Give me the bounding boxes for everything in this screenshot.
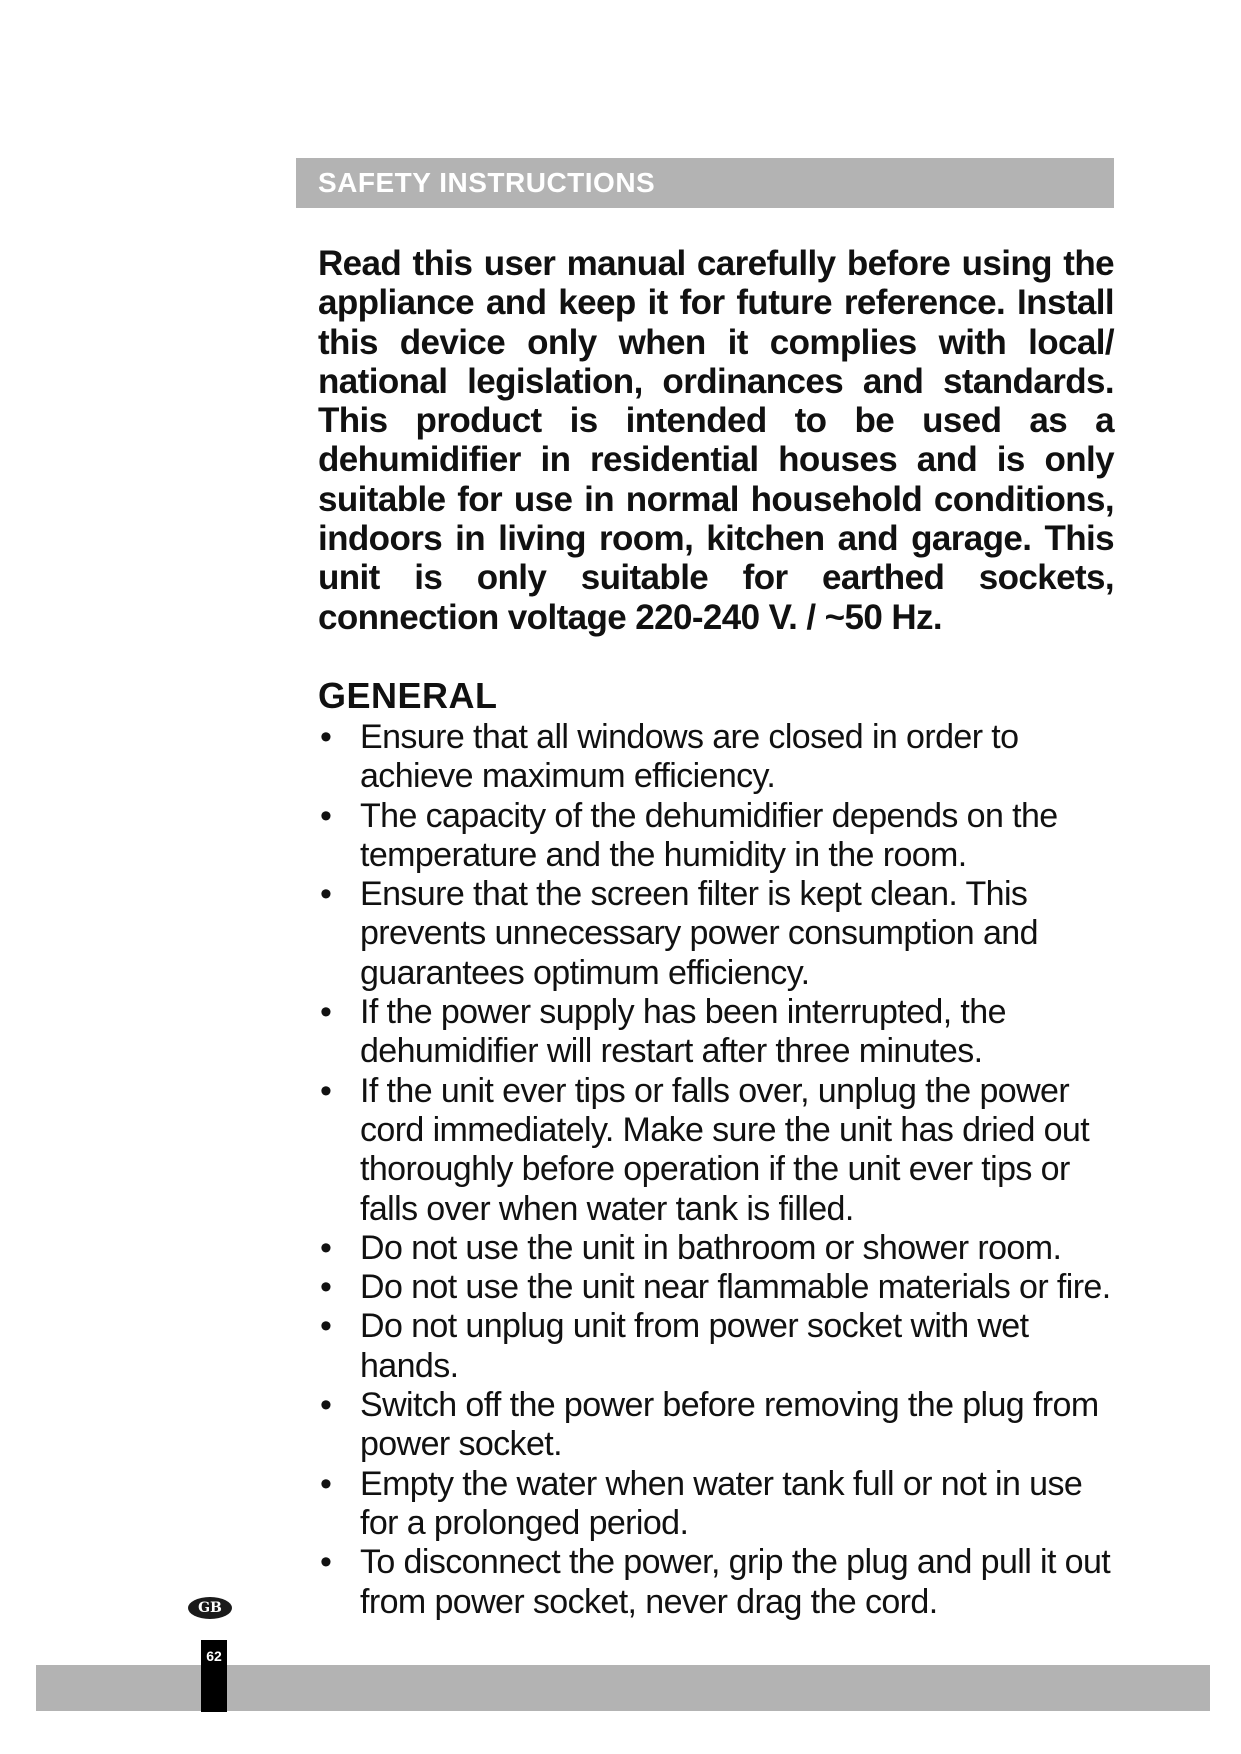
general-list: [318, 718, 1114, 1622]
intro-paragraph: Read this user manual carefully before using the appliance and keep it for future reference. Install this device only when it complies with local/ national legislation, ordinances and standards. This product is intended to be used as a dehumidifier in residential houses and is only suitable for use in normal household conditions, indoors in living room, kitchen and garage. This unit is only suitable for earthed sockets, connection voltage 220-240 V. / ~50 Hz.: [318, 244, 1114, 637]
general-heading: GENERAL: [318, 675, 498, 716]
list-item: • Empty the water when water tank full or not in use for a prolonged period.: [318, 1465, 1114, 1544]
list-item: • Do not use the unit in bathroom or shower room.: [318, 1229, 1114, 1268]
page-number: 62: [206, 1648, 222, 1664]
page-number-box: [201, 1640, 227, 1712]
list-item: • Ensure that all windows are closed in order to achieve maximum efficiency.: [318, 718, 1114, 797]
list-item: • Do not unplug unit from power socket with wet hands.: [318, 1307, 1114, 1386]
section-header-bar: [296, 158, 1114, 208]
language-badge: GB: [188, 1597, 232, 1619]
list-item: • Switch off the power before removing the plug from power socket.: [318, 1386, 1114, 1465]
list-item: • Ensure that the screen filter is kept clean. This prevents unnecessary power consumption and guarantees optimum efficiency.: [318, 875, 1114, 993]
list-item: • If the power supply has been interrupted, the dehumidifier will restart after three minutes.: [318, 993, 1114, 1072]
list-item: • The capacity of the dehumidifier depends on the temperature and the humidity in the room.: [318, 797, 1114, 876]
list-item: • To disconnect the power, grip the plug and pull it out from power socket, never drag the cord.: [318, 1543, 1114, 1622]
list-item: • Do not use the unit near flammable materials or fire.: [318, 1268, 1114, 1307]
list-item: • If the unit ever tips or falls over, unplug the power cord immediately. Make sure the unit has dried out thoroughly before operation if the unit ever tips or falls over when water tank is filled.: [318, 1072, 1114, 1229]
section-title: SAFETY INSTRUCTIONS: [318, 167, 656, 198]
